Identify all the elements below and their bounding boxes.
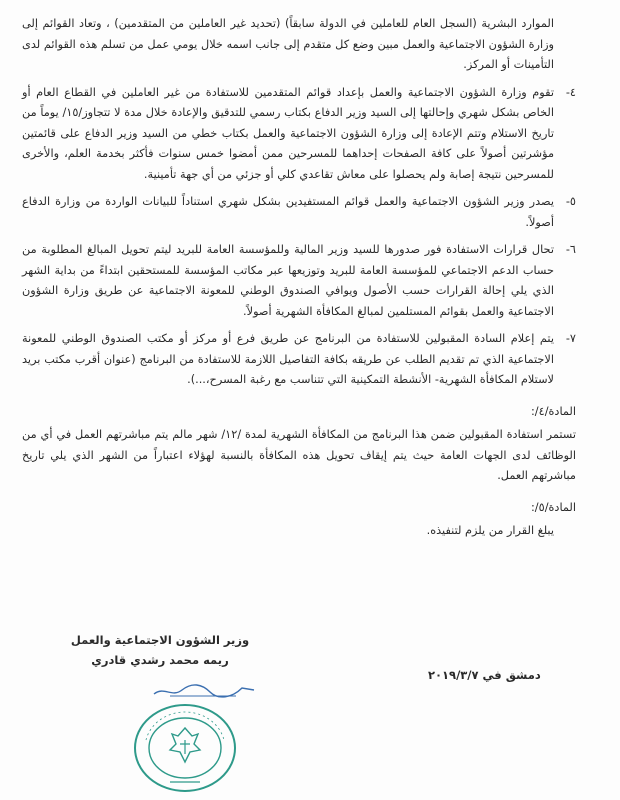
article-title: المادة/٤/: [530, 404, 576, 418]
list-item-7 [22, 329, 576, 391]
item-number: ٥- [565, 195, 576, 208]
official-seal [130, 700, 240, 795]
article-4 [22, 402, 576, 487]
item-text: تحال قرارات الاستفادة فور صدورها للسيد وزير المالية وللمؤسسة العامة للبريد ليتم تحويل المبالغ المطلوبة من حساب الدعم الاجتماعي للمؤسسة العامة للبريد وتوزيعها عبر مكاتب المؤسسة للمستحقين ابتداءً من بداية الشهر الذي يلي إحالة القرارات حسب الأصول ويوافي الصندوق الوطني للمعونة الاجتماعية عن طريق وزارة الشؤون الاجتماعية والعمل بقوائم المستلمين لمبالغ المكافأة الشهرية أصولاً. [22, 243, 554, 318]
item-number: ٧- [565, 332, 576, 345]
article-text: تستمر استفادة المقبولين ضمن هذا البرنامج من المكافأة الشهرية لمدة /١٢/ شهر مالم يتم مباشرتهم العمل في أي من الوظائف لدى الجهات العامة حيث يتم إيقاف تحويل هذه المكافأة بالنسبة لهؤلاء اعتباراً من الشهر الذي يلي تاريخ مباشرتهم العمل. [22, 428, 576, 482]
handwritten-signature [150, 680, 260, 702]
document-date: دمشق في ٢٠١٩/٣/٧ [428, 668, 541, 682]
signatory-role: وزير الشؤون الاجتماعية والعمل [70, 633, 250, 647]
item-number: ٦- [565, 243, 576, 256]
list-item-6 [22, 240, 576, 322]
item-text: تقوم وزارة الشؤون الاجتماعية والعمل بإعداد قوائم المتقدمين للاستفادة من غير العاملين في القطاع العام أو الخاص بشكل شهري وإحالتها إلى السيد وزير الدفاع بكتاب رسمي للتدقيق والإعادة خلال مدة لا تتجاوز/١٥/ يوماً من تاريخ الاستلام وتتم الإعادة إلى وزارة الشؤون الاجتماعية والعمل بكتاب خطي من السيد وزير الدفاع على قائمتين مؤشرتين أصولاً على كافة الصفحات إحداهما للمسرحين ممن أمضوا خمس سنوات فأكثر بخدمة العلم، والأخرى للمسرحين نتيجة إصابة ولم يحصلوا على معاش تقاعدي كلي أو جزئي من أي جهة تأمينية. [22, 85, 554, 181]
list-item-4 [22, 83, 576, 186]
article-text: يبلغ القرار من يلزم لتنفيذه. [426, 524, 554, 537]
intro-paragraph: الموارد البشرية (السجل العام للعاملين في الدولة سابقاً) (تحديد غير العاملين من المتقدمين) ، وتعاد القوائم إلى وزارة الشؤون الاجتماعية والعمل مبين وضع كل متقدم إلى جانب اسمه خلال يومي عمل من تسلم هذه القوائم لدى التأمينات أو المركز. [22, 17, 554, 71]
article-5 [22, 498, 576, 542]
item-text: يتم إعلام السادة المقبولين للاستفادة من البرنامج عن طريق فرع أو مركز أو مكتب الصندوق الوطني للمعونة الاجتماعية الذي تم تقديم الطلب عن طريقه بكافة التفاصيل اللازمة للاستفادة من البرنامج (عنوان أقرب مكتب بريد لاستلام المكافأة الشهرية- الأنشطة التمكينية التي تتناسب مع رغبة المسرح،...). [22, 332, 554, 386]
item-text: يصدر وزير الشؤون الاجتماعية والعمل قوائم المستفيدين بشكل شهري استناداً للبيانات الواردة من وزارة الدفاع أصولاً. [22, 195, 554, 229]
document-body [22, 14, 576, 542]
signatory-name: ريمه محمد رشدي قادري [91, 653, 229, 667]
signature-block [60, 630, 260, 670]
item-number: ٤- [565, 85, 576, 99]
article-title: المادة/٥/: [530, 500, 576, 514]
list-item-5 [22, 192, 576, 233]
